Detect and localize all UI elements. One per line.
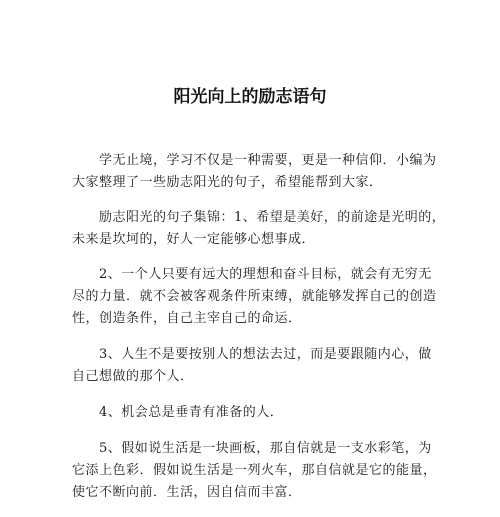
text-line: 性，创造条件，自己主宰自己的命运． bbox=[72, 311, 302, 326]
text-line: 2、一个人只要有远大的理想和奋斗目标，就会有无穷无 bbox=[72, 267, 432, 282]
text-line: 5、假如说生活是一块画板，那自信就是一支水彩笔，为 bbox=[72, 441, 432, 456]
text-line: 它添上色彩．假如说生活是一列火车，那自信就是它的能量， bbox=[72, 463, 437, 478]
text-line: 励志阳光的句子集锦：1、希望是美好，的前途是光明的， bbox=[72, 210, 446, 225]
text-line: 自己想做的那个人． bbox=[72, 369, 194, 384]
text-line: 3、人生不是要按别人的想法去过，而是要跟随内心，做 bbox=[72, 347, 432, 362]
document-title: 阳光向上的励志语句 bbox=[173, 87, 327, 107]
paragraph-5 bbox=[72, 438, 437, 504]
paragraph-4 bbox=[72, 402, 432, 424]
paragraph-intro bbox=[72, 150, 437, 194]
text-line: 学无止境，学习不仅是一种需要，更是一种信仰．小编为 bbox=[72, 153, 437, 168]
text-line: 尽的力量．就不会被客观条件所束缚，就能够发挥自己的创造 bbox=[72, 289, 437, 304]
paragraph-1 bbox=[72, 207, 446, 251]
text-line: 大家整理了一些励志阳光的句子，希望能帮到大家． bbox=[72, 175, 383, 190]
text-line: 4、机会总是垂青有准备的人． bbox=[72, 405, 284, 420]
paragraph-2 bbox=[72, 264, 437, 330]
text-line: 未来是坎坷的，好人一定能够心想事成． bbox=[72, 232, 316, 247]
text-line: 使它不断向前．生活，因自信而丰富． bbox=[72, 485, 302, 500]
paragraph-3 bbox=[72, 344, 432, 388]
